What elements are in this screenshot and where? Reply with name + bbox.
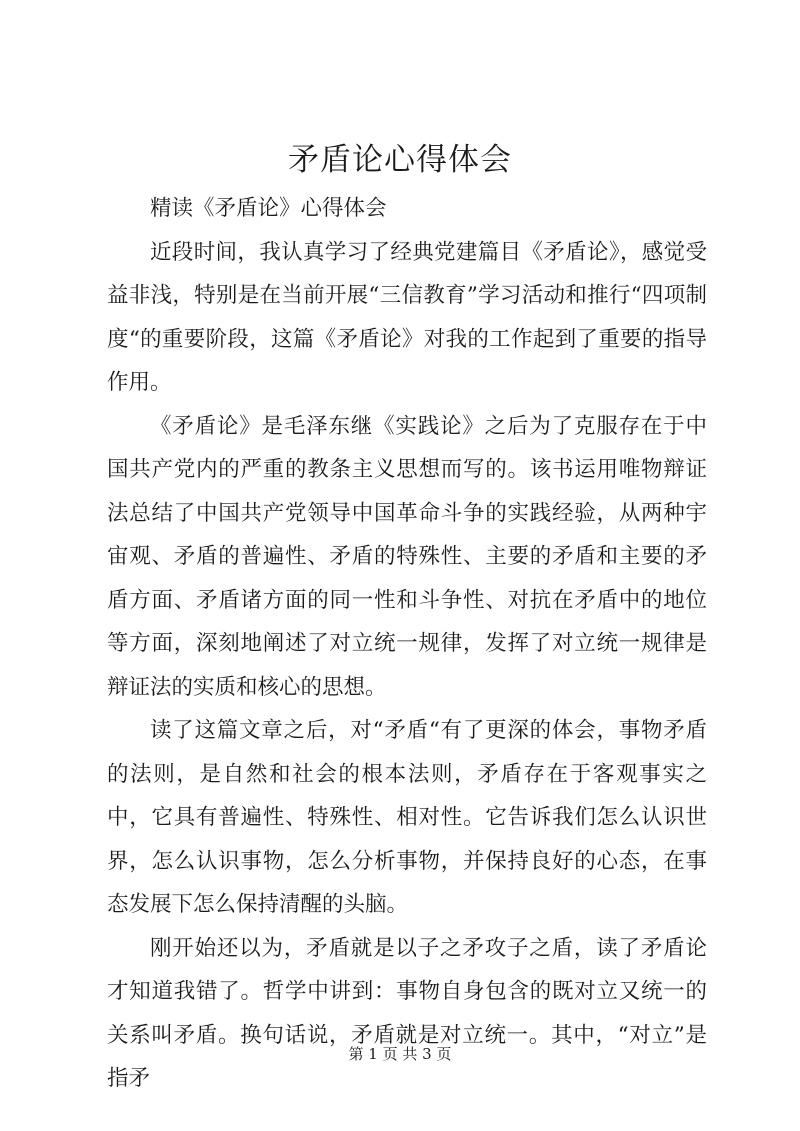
paragraph: 近段时间，我认真学习了经典党建篇目《矛盾论》，感觉受益非浅，特别是在当前开展“三信教育”学习活动和推行“四项制度“的重要阶段，这篇《矛盾论》对我的工作起到了重要的指导作用。 [107,239,707,395]
paragraph: 读了这篇文章之后，对“矛盾“有了更深的体会，事物矛盾的法则，是自然和社会的根本法则，矛盾存在于客观事实之中，它具有普遍性、特殊性、相对性。它告诉我们怎么认识世界，怎么认识事物，怎么分析事物，并保持良好的心态，在事态发展下怎么保持清醒的头脑。 [107,718,707,917]
paragraph: 《矛盾论》是毛泽东继《实践论》之后为了克服存在于中国共产党内的严重的教条主义思想而写的。该书运用唯物辩证法总结了中国共产党领导中国革命斗争的实践经验，从两种宇宙观、矛盾的普遍性、矛盾的特殊性、主要的矛盾和主要的矛盾方面、矛盾诸方面的同一性和斗争性、对抗在矛盾中的地位等方面，深刻地阐述了对立统一规律，发挥了对立统一规律是辩证法的实质和核心的思想。 [107,413,707,700]
document-title: 矛盾论心得体会 [288,142,512,178]
page-number-footer: 第 1 页 共 3 页 [348,1045,452,1063]
paragraph: 刚开始还以为，矛盾就是以子之矛攻子之盾，读了矛盾论才知道我错了。哲学中讲到：事物自身包含的既对立又统一的关系叫矛盾。换句话说，矛盾就是对立统一。其中，“对立”是指矛 [107,935,707,1091]
paragraph-subtitle: 精读《矛盾论》心得体会 [150,196,387,221]
document-body [107,187,707,1101]
